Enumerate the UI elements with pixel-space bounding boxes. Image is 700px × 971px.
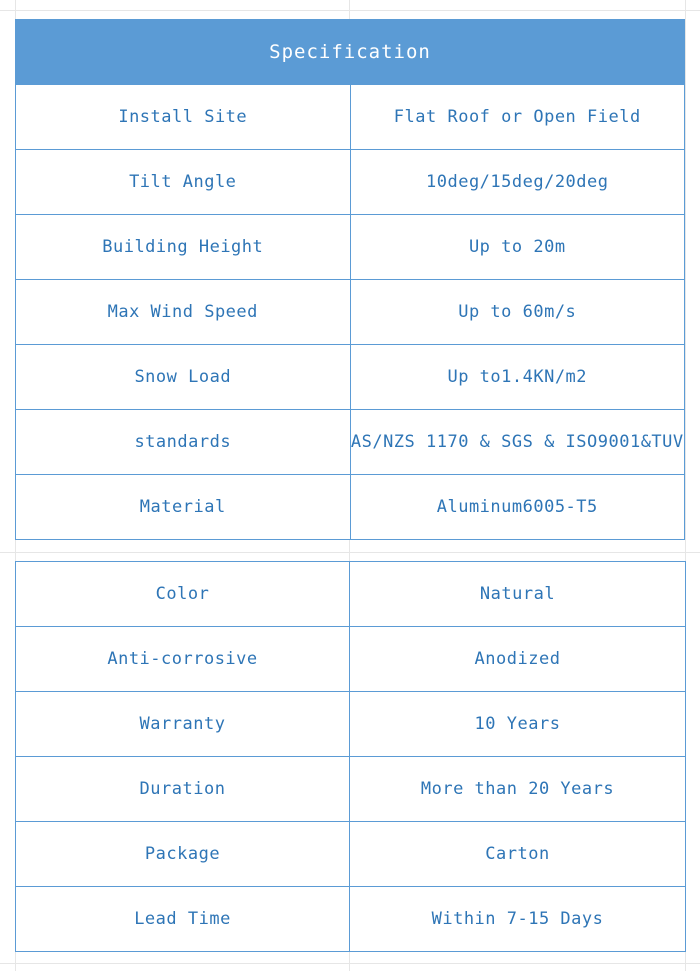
spec-value: More than 20 Years [350, 757, 686, 822]
spec-value: Up to 60m/s [350, 280, 685, 345]
table-row [16, 562, 686, 627]
spec-label: Tilt Angle [16, 150, 351, 215]
spec-value: AS/NZS 1170 & SGS & ISO9001&TUV [350, 410, 685, 475]
spec-label: Anti-corrosive [16, 627, 350, 692]
table-row [16, 410, 685, 475]
grid-line [0, 10, 700, 11]
spec-value: Aluminum6005-T5 [350, 475, 685, 540]
spec-value: Up to 20m [350, 215, 685, 280]
spec-label: Color [16, 562, 350, 627]
spec-label: Warranty [16, 692, 350, 757]
spec-value: Anodized [350, 627, 686, 692]
spec-label: Install Site [16, 85, 351, 150]
table-row [16, 85, 685, 150]
spec-label: Package [16, 822, 350, 887]
grid-line [0, 963, 700, 964]
spec-label: Max Wind Speed [16, 280, 351, 345]
table-row [16, 345, 685, 410]
table-row [16, 692, 686, 757]
table-row [16, 757, 686, 822]
table-row [16, 280, 685, 345]
spec-label: Lead Time [16, 887, 350, 952]
spec-label: standards [16, 410, 351, 475]
table-row [16, 822, 686, 887]
table-row [16, 150, 685, 215]
spec-value: Natural [350, 562, 686, 627]
specification-table-bottom [15, 561, 686, 952]
spec-label: Material [16, 475, 351, 540]
spec-value: Carton [350, 822, 686, 887]
spec-label: Duration [16, 757, 350, 822]
table-row [16, 475, 685, 540]
spec-value: 10 Years [350, 692, 686, 757]
spec-value: Up to1.4KN/m2 [350, 345, 685, 410]
table-title: Specification [16, 20, 685, 85]
table-row [16, 627, 686, 692]
table-row [16, 215, 685, 280]
spec-label: Building Height [16, 215, 351, 280]
spec-value: Within 7-15 Days [350, 887, 686, 952]
grid-line [0, 552, 700, 553]
spec-value: Flat Roof or Open Field [350, 85, 685, 150]
spec-value: 10deg/15deg/20deg [350, 150, 685, 215]
specification-table-top [15, 19, 685, 540]
table-row [16, 887, 686, 952]
spec-label: Snow Load [16, 345, 351, 410]
table-header-row [16, 20, 685, 85]
